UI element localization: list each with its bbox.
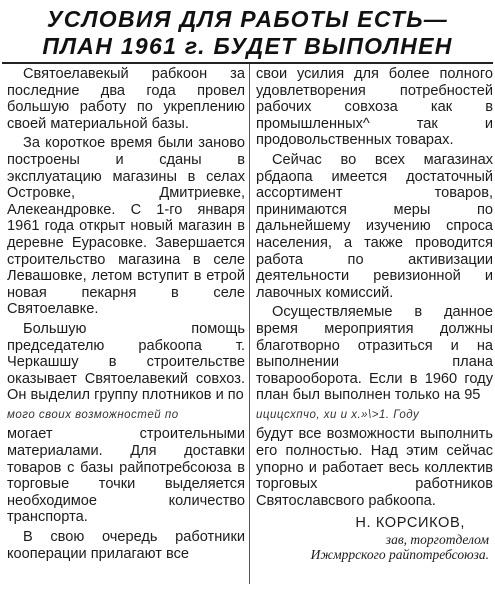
headline-line-1: УСЛОВИЯ ДЛЯ РАБОТЫ ЕСТЬ— [46,6,449,32]
right-column [256,66,493,562]
damaged-line-left: мого своих возможностей по [7,408,179,421]
column-divider [249,64,250,584]
paragraph-help: Большую помощь председателю рабкоопа т. Черкашшу в строительстве оказывает Святоелавекий совхоз. Он выделил группу плотников и по [7,320,245,404]
article-headline [0,6,495,60]
paragraph-construction: За короткое время были заново построены и сданы в эксплуатацию магазины в селах Островке, Дмитриевке, Алекеандровке. С 1-го января 1961 года открыт новый магазин в деревне Еурасовке. Завершается строительство магазина в селе Левашовке, летом вступит в етрой новая пекарня в селе Святоелавке. [7,135,245,318]
damaged-line-right: ицицсхпчо, хи и х.»\>1. Году [256,408,420,421]
paragraph-cooperation: В свою очередь работники кооперации прилагают все [7,529,245,562]
left-column [7,66,245,565]
paragraph-help-continued: могает строительными материалами. Для доставки товаров с базы райпотребсоюза в торговые точки выделяется необходимое количество транспорта. [7,426,245,526]
paragraph-cooperation-continued: свои усилия для более полного удовлетворения потребностей рабочих совхоза как в промышленных^ так и продовольственных товарах. [256,66,493,149]
paragraph-conclusion: будут все возможности выполнить его полностью. Над этим сейчас упорно и работает весь коллектив торговых работников Святославсвого рабкоопа. [256,426,493,509]
author-title-line-2: Ижмррского райпотребсоюза. [310,547,489,563]
paragraph-plan: Осуществляемые в данное время мероприятия должны благотворно отразиться и на выполнении плана товарооборота. Если в 1960 году план был выполнен только на 95 [256,304,493,404]
paragraph-stores: Сейчас во всех магазинах рбдаопа имеется достаточный ассортимент товаров, принимаются меры по дальнейшему изучению спроса населения, а также проводится работа по активизации деятельности ревизионной и лавочных комиссий. [256,151,493,301]
author-name: Н. КОРСИКОВ, [355,515,465,532]
headline-line-2: ПЛАН 1961 г. БУДЕТ ВЫПОЛНЕН [42,33,453,59]
paragraph-intro: Святоелавекый рабкоон за последние два года провел большую работу по укреплению своей материальной базы. [7,66,245,132]
author-title-line-1: зав, торготделом [385,532,489,548]
headline-rule [2,62,493,64]
